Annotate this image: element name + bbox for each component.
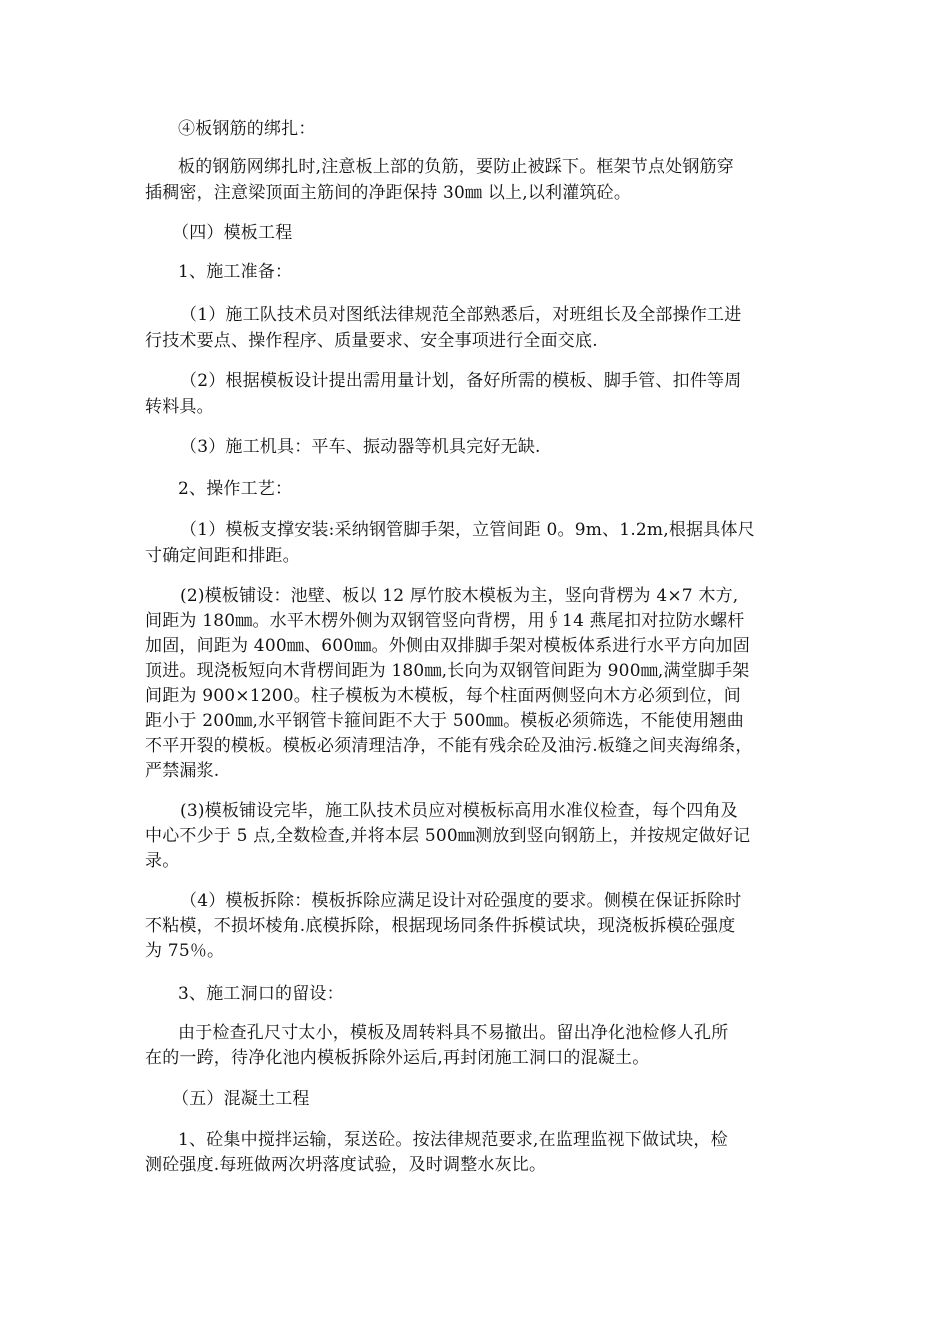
text-line: 1、砼集中搅拌运输，泵送砼。按法律规范要求,在监理监视下做试块，检 (178, 1130, 728, 1150)
text-line: （3）施工机具：平车、振动器等机具完好无缺. (180, 437, 541, 457)
text-line: 在的一跨，待净化池内模板拆除外运后,再封闭施工洞口的混凝土。 (145, 1048, 650, 1068)
text-line: （2）根据模板设计提出需用量计划，备好所需的模板、脚手管、扣件等周 (180, 371, 742, 391)
text-line: (3)模板铺设完毕，施工队技术员应对模板标高用水准仪检查，每个四角及 (180, 801, 738, 821)
text-line: 为 75％。 (145, 941, 225, 961)
text-line: 间距为 180㎜。水平木楞外侧为双钢管竖向背楞，用∮14 燕尾扣对拉防水螺杆 (145, 611, 745, 631)
text-line: 间距为 900×1200。柱子模板为木模板，每个柱面两侧竖向木方必须到位，间 (145, 686, 741, 706)
text-line: 距小于 200㎜,水平钢管卡箍间距不大于 500㎜。模板必须筛选，不能使用翘曲 (145, 711, 744, 731)
text-line: 严禁漏浆. (145, 761, 220, 781)
text-line: 转料具。 (145, 397, 214, 417)
text-line: （4）模板拆除：模板拆除应满足设计对砼强度的要求。侧模在保证拆除时 (180, 891, 742, 911)
text-line: 由于检查孔尺寸太小，模板及周转料具不易撤出。留出净化池检修人孔所 (178, 1023, 729, 1043)
text-line: （四）模板工程 (172, 223, 293, 243)
text-line: 录。 (145, 851, 180, 871)
text-line: 测砼强度.每班做两次坍落度试验，及时调整水灰比。 (145, 1155, 547, 1175)
text-line: （五）混凝土工程 (172, 1089, 310, 1109)
text-line: 中心不少于 5 点,全数检查,并将本层 500㎜测放到竖向钢筋上，并按规定做好记 (145, 826, 751, 846)
text-line: 2、操作工艺： (178, 479, 293, 499)
text-line: 顶进。现浇板短向木背楞间距为 180㎜,长向为双钢管间距为 900㎜,满堂脚手架 (145, 661, 750, 681)
text-line: 不平开裂的模板。模板必须清理洁净，不能有残余砼及油污.板缝之间夹海绵条， (145, 736, 753, 756)
text-line: 板的钢筋网绑扎时,注意板上部的负筋，要防止被踩下。框架节点处钢筋穿 (178, 157, 735, 177)
text-line: （1）模板支撑安装:采纳钢管脚手架，立管间距 0。9m、1.2m,根据具体尺 (180, 520, 755, 540)
text-line: 加固，间距为 400㎜、600㎜。外侧由双排脚手架对模板体系进行水平方向加固 (145, 636, 750, 656)
text-line: ④板钢筋的绑扎： (178, 119, 316, 139)
text-line: 不粘模，不损坏棱角.底模拆除，根据现场同条件拆模试块，现浇板拆模砼强度 (145, 916, 736, 936)
text-line: 行技术要点、操作程序、质量要求、安全事项进行全面交底. (145, 331, 598, 351)
text-line: 插稠密，注意梁顶面主筋间的净距保持 30㎜ 以上,以利灌筑砼。 (145, 183, 632, 203)
text-line: （1）施工队技术员对图纸法律规范全部熟悉后，对班组长及全部操作工进 (180, 305, 742, 325)
text-line: 3、施工洞口的留设： (178, 984, 344, 1004)
text-line: 寸确定间距和排距。 (145, 546, 300, 566)
text-line: (2)模板铺设：池壁、板以 12 厚竹胶木模板为主，竖向背楞为 4×7 木方, (180, 586, 739, 606)
text-line: 1、施工准备： (178, 262, 293, 282)
